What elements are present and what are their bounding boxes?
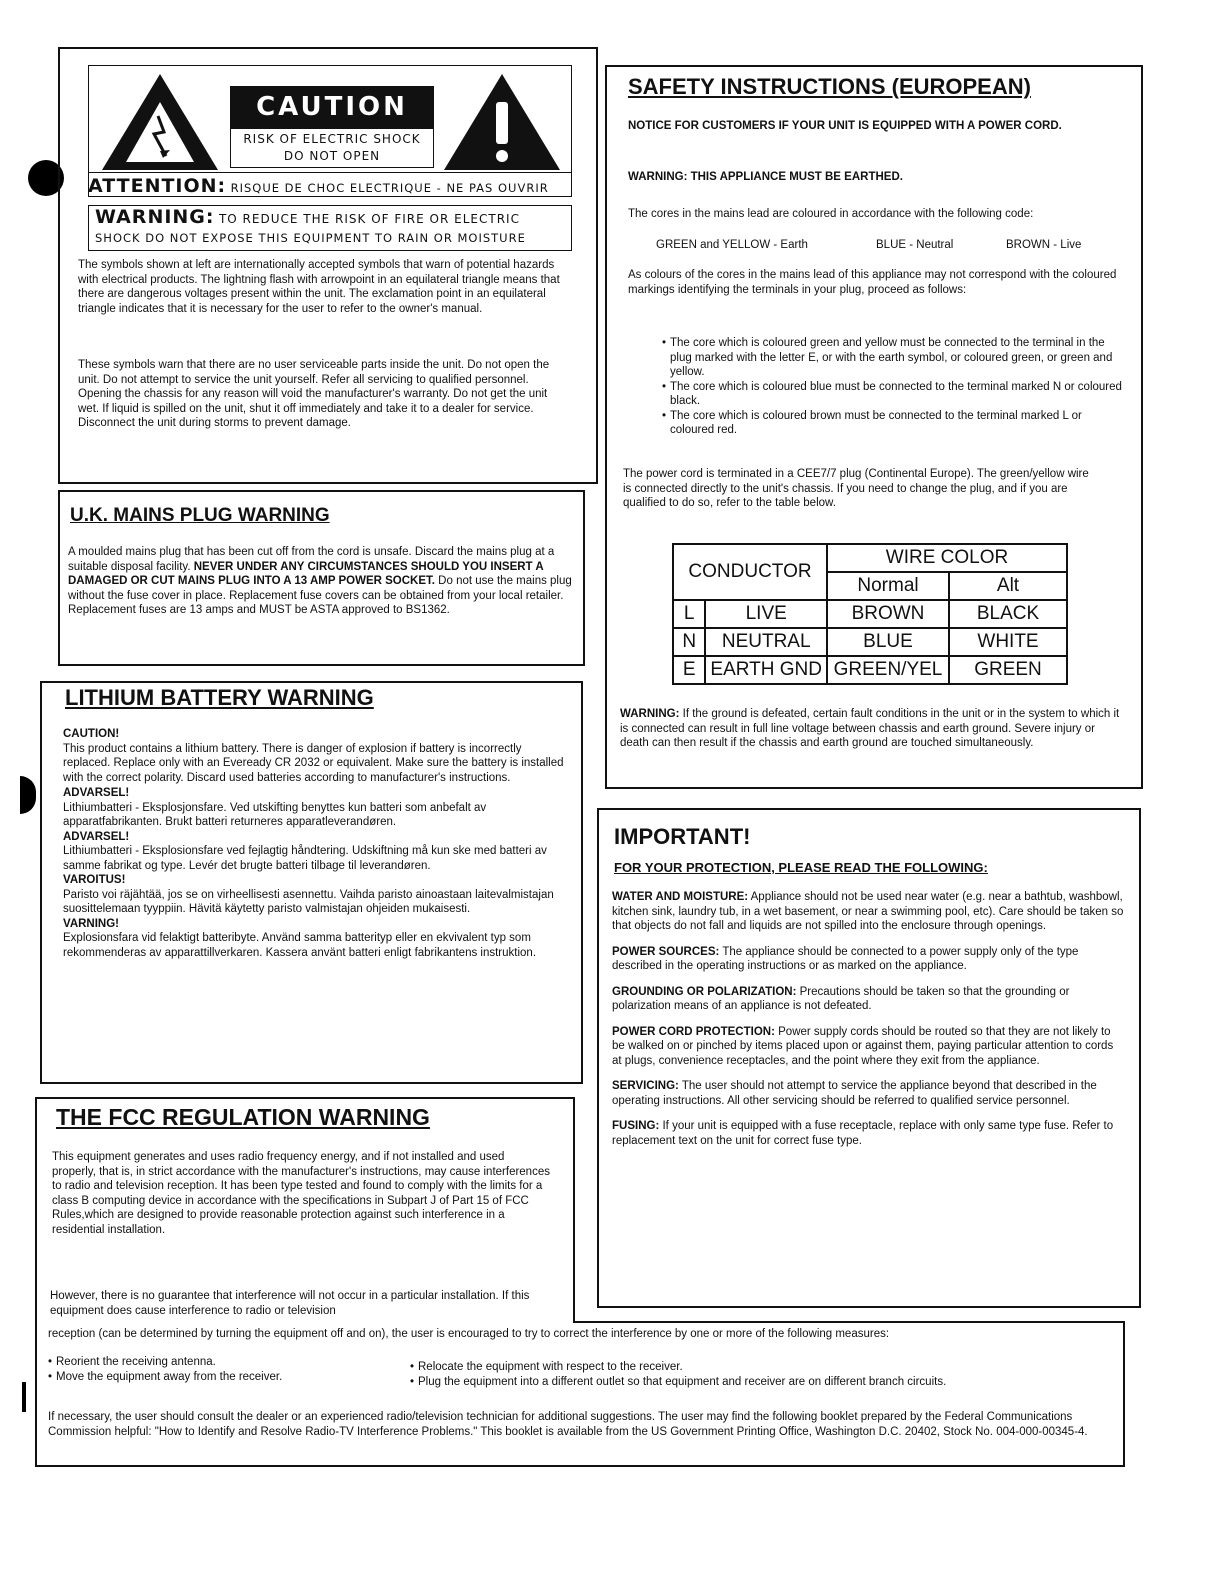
- important-item: [612, 945, 1124, 974]
- fcc-para2a: However, there is no guarantee that interference will not occur in a particular installation. If this equipment does cause interference to radio or television: [50, 1290, 530, 1317]
- conductor-header: CONDUCTOR: [673, 544, 827, 600]
- important-item-label: POWER CORD PROTECTION:: [612, 1025, 775, 1038]
- uk-text-b: Do not use the mains plug without the fuse cover in place. Replacement fuse covers can be obtained from your local retailer. Replacement fuses are 13 amps and MUST be ASTA approved to BS1362.: [68, 575, 572, 616]
- safety-notice: NOTICE FOR CUSTOMERS IF YOUR UNIT IS EQUIPPED WITH A POWER CORD.: [628, 120, 1062, 132]
- conductor-code: E: [673, 656, 705, 684]
- fcc-box-step: [573, 1321, 1125, 1323]
- attention-label: ATTENTION:: [88, 175, 227, 197]
- fcc-bullet: • Plug the equipment into a different outlet so that equipment and receiver are on different branch circuits.: [410, 1375, 1110, 1390]
- lithium-warning-title: LITHIUM BATTERY WARNING: [65, 685, 374, 710]
- important-item-text: Power supply cords should be routed so that they are not likely to be walked on or pinched by items placed upon or against them, paying particular attention to cords at plugs, convenience receptacles, and the point where they exit from the appliance.: [612, 1025, 1114, 1067]
- lithium-text: Lithiumbatteri - Eksplosionsfare ved fejlagtig håndtering. Udskiftning må kun ske med batteri av samme fabrikat og type. Levér det brugte batteri tilbage til leverandøren.: [63, 845, 547, 872]
- fcc-bullet: • Move the equipment away from the receiver.: [48, 1370, 398, 1385]
- fcc-bullets-right: [410, 1360, 1110, 1389]
- caution-subtitle: [230, 128, 434, 168]
- ground-warning-label: WARNING:: [620, 708, 680, 720]
- normal-color: BROWN: [827, 600, 949, 628]
- safety-earthed-warning: WARNING: THIS APPLIANCE MUST BE EARTHED.: [628, 171, 903, 183]
- fcc-para3: If necessary, the user should consult the dealer or an experienced radio/television technician for additional suggestions. The user may find the following booklet prepared by the Federal Communications Commission helpful: "How to Identify and Resolve Radio-TV Interference Problems." This booklet is available from the US Government Printing Office, Washington D.C. 20402, Stock No. 004-000-00345-4.: [48, 1411, 1088, 1438]
- important-subtitle: FOR YOUR PROTECTION, PLEASE READ THE FOLLOWING:: [614, 860, 988, 875]
- lithium-text: Explosionsfara vid felaktigt batteribyte. Använd samma batterityp eller en ekvivalent typ som rekommenderas av apparattillverkaren. Kassera använt batteri enligt fabrikantens instruktion.: [63, 932, 537, 959]
- conductor-code: L: [673, 600, 705, 628]
- wire-color-table: [672, 543, 1068, 685]
- ground-warning-text: If the ground is defeated, certain fault conditions in the unit or in the system to which it is connected can result in full line voltage between chassis and earth ground. Severe injury or death can then result if the chassis and earth ground are touched simultaneously.: [620, 708, 1120, 749]
- uk-text-bold: NEVER UNDER ANY CIRCUMSTANCES SHOULD YOU INSERT A DAMAGED OR CUT MAINS PLUG INTO A 13 AMP POWER SOCKET.: [68, 560, 544, 587]
- important-item: [612, 1025, 1124, 1069]
- lithium-text: Paristo voi räjähtää, jos se on virheellisesti asennettu. Vaihda paristo ainoastaan laitevalmistajan suosittelemaan tyyppiin. Hävitä käytetty paristo valmistajan ohjeiden mukaisesti.: [63, 888, 554, 915]
- lithium-section: [63, 786, 568, 830]
- uk-text-a: A moulded mains plug that has been cut off from the cord is unsafe. Discard the mains plug at a suitable disposal facility.: [68, 546, 555, 573]
- lithium-heading: CAUTION!: [63, 728, 120, 740]
- alt-color: BLACK: [949, 600, 1067, 628]
- alt-color: WHITE: [949, 628, 1067, 656]
- warning-box: [88, 205, 572, 251]
- important-item-text: Appliance should not be used near water (e.g. near a bathtub, washbowl, kitchen sink, laundry tub, in a wet basement, or near a swimming pool, etc). Care should be taken so that objects do not fall and liquids are not spilled into the enclosure through openings.: [612, 891, 1124, 932]
- conductor-name: EARTH GND: [705, 656, 827, 684]
- safety-bullets: [662, 336, 1122, 438]
- lithium-heading: ADVARSEL!: [63, 787, 130, 799]
- important-item-label: FUSING:: [612, 1120, 660, 1132]
- important-item: [612, 1079, 1124, 1108]
- important-item-text: Precautions should be taken so that the grounding or polarization means of an appliance is not defeated.: [612, 985, 1070, 1012]
- fcc-title: THE FCC REGULATION WARNING: [56, 1104, 430, 1130]
- caution-subtitle-line2: DO NOT OPEN: [283, 149, 381, 163]
- alt-color: GREEN: [949, 656, 1067, 684]
- important-item-label: WATER AND MOISTURE:: [612, 891, 749, 903]
- safety-bullet: • The core which is coloured brown must be connected to the terminal marked L or coloured red.: [662, 409, 1122, 438]
- safety-bullet: • The core which is coloured blue must be connected to the terminal marked N or coloured black.: [662, 380, 1122, 409]
- lithium-section: [63, 917, 568, 961]
- safety-ground-warning: [620, 707, 1125, 751]
- fcc-bullet: • Relocate the equipment with respect to the receiver.: [410, 1360, 1110, 1375]
- attention-line: [88, 172, 572, 197]
- code-brown: BROWN - Live: [1006, 239, 1082, 251]
- important-item-text: The appliance should be connected to a power supply only of the type described in the operating instructions or as marked on the appliance.: [612, 945, 1079, 972]
- uk-warning-title: U.K. MAINS PLUG WARNING: [70, 505, 330, 526]
- fcc-bullets-left: [48, 1355, 398, 1384]
- fcc-bullet: • Reorient the receiving antenna.: [48, 1355, 398, 1370]
- important-item-label: SERVICING:: [612, 1080, 679, 1092]
- fcc-para1: This equipment generates and uses radio frequency energy, and if not installed and used properly, that is, in strict accordance with the manufacturer's instructions, may cause interferences to radio and television reception. It has been type tested and found to comply with the limits for a class B computing device in accordance with the specifications in Subpart J of Part 15 of FCC Rules,which are designed to provide reasonable protection against such interference in a residential installation.: [52, 1151, 550, 1236]
- lithium-sections: [63, 727, 568, 960]
- alt-header: Alt: [949, 572, 1067, 600]
- safety-bullet: • The core which is coloured green and yellow must be connected to the terminal in the plug marked with the letter E, or with the earth symbol, or coloured green, or green and yellow.: [662, 336, 1122, 380]
- punch-hole: [22, 1382, 26, 1412]
- safety-title: SAFETY INSTRUCTIONS (EUROPEAN): [628, 74, 1031, 99]
- lithium-section: [63, 830, 568, 874]
- wire-color-header: WIRE COLOR: [827, 544, 1067, 572]
- table-row: [673, 600, 1067, 628]
- lithium-heading: VARNING!: [63, 917, 120, 930]
- lightning-triangle-icon: [100, 72, 220, 172]
- exclamation-triangle-icon: [442, 72, 562, 172]
- punch-hole: [20, 776, 36, 814]
- normal-color: BLUE: [827, 628, 949, 656]
- warning-label: WARNING:: [95, 206, 215, 228]
- important-item-label: POWER SOURCES:: [612, 945, 720, 958]
- safety-cores-intro: The cores in the mains lead are coloured in accordance with the following code:: [628, 208, 1034, 220]
- important-title: IMPORTANT!: [614, 824, 751, 849]
- normal-color: GREEN/YEL: [827, 656, 949, 684]
- important-item: [612, 890, 1124, 934]
- important-item: [612, 985, 1124, 1014]
- lithium-heading: ADVARSEL!: [63, 830, 130, 843]
- fcc-box-bottom: [35, 1321, 1125, 1467]
- caution-title: CAUTION: [230, 86, 434, 128]
- lithium-section: [63, 727, 568, 785]
- safety-colours-para: As colours of the cores in the mains lead of this appliance may not correspond with the coloured markings identifying the terminals in your plug, proceed as follows:: [628, 269, 1117, 296]
- safety-cord-para: The power cord is terminated in a CEE7/7 plug (Continental Europe). The green/yellow wire is connected directly to the unit's chassis. If you need to change the plug, and if you are qualified to do so, refer to the table below.: [623, 468, 1089, 509]
- code-green: GREEN and YELLOW - Earth: [656, 239, 808, 251]
- lithium-text: Lithiumbatteri - Eksplosjonsfare. Ved utskifting benyttes kun batteri som anbefalt av apparatfabrikanten. Brukt batteri returneres apparatleverandøren.: [63, 801, 487, 828]
- fcc-para2b: reception (can be determined by turning the equipment off and on), the user is encouraged to try to correct the interference by one or more of the following measures:: [48, 1328, 890, 1340]
- warning-text-line1: TO REDUCE THE RISK OF FIRE OR ELECTRIC: [218, 212, 520, 226]
- conductor-code: N: [673, 628, 705, 656]
- important-item-label: GROUNDING OR POLARIZATION:: [612, 985, 797, 998]
- lithium-section: [63, 873, 568, 917]
- caution-subtitle-line1: RISK OF ELECTRIC SHOCK: [243, 132, 421, 146]
- conductor-name: LIVE: [705, 600, 827, 628]
- normal-header: Normal: [827, 572, 949, 600]
- important-item: [612, 1119, 1124, 1148]
- uk-warning-text: [68, 545, 573, 618]
- code-blue: BLUE - Neutral: [876, 239, 954, 251]
- table-row: [673, 656, 1067, 684]
- important-item-text: If your unit is equipped with a fuse receptacle, replace with only same type fuse. Refer to replacement text on the unit for correct fuse type.: [612, 1120, 1114, 1147]
- caution-para1: The symbols shown at left are internationally accepted symbols that warn of potential hazards with electrical products. The lightning flash with arrowpoint in an equilateral triangle means that there are dangerous voltages present within the unit. The exclamation point in an equilateral triangle indicates that it is necessary for the user to refer to the owner's manual.: [78, 259, 560, 315]
- conductor-name: NEUTRAL: [705, 628, 827, 656]
- lithium-heading: VAROITUS!: [63, 874, 126, 886]
- important-items: [612, 890, 1124, 1148]
- caution-para2: These symbols warn that there are no user serviceable parts inside the unit. Do not open the unit. Do not attempt to service the unit yourself. Refer all servicing to qualified personnel. Opening the chassis for any reason will void the manufacturer's warranty. Do not get the unit wet. If liquid is spilled on the unit, shut it off immediately and take it to a dealer for service. Disconnect the unit during storms to prevent damage.: [78, 359, 550, 429]
- warning-text-line2: SHOCK DO NOT EXPOSE THIS EQUIPMENT TO RAIN OR MOISTURE: [95, 231, 526, 245]
- table-row: [673, 628, 1067, 656]
- important-item-text: The user should not attempt to service the appliance beyond that described in the operating instructions. All other servicing should be referred to qualified service personnel.: [612, 1080, 1097, 1107]
- lithium-text: This product contains a lithium battery. There is danger of explosion if battery is incorrectly replaced. Replace only with an Eveready CR 2032 or equivalent. Make sure the battery is installed with the correct polarity. Discard used batteries according to manufacturer's instructions.: [63, 742, 564, 784]
- attention-text: RISQUE DE CHOC ELECTRIQUE - NE PAS OUVRIR: [230, 181, 549, 195]
